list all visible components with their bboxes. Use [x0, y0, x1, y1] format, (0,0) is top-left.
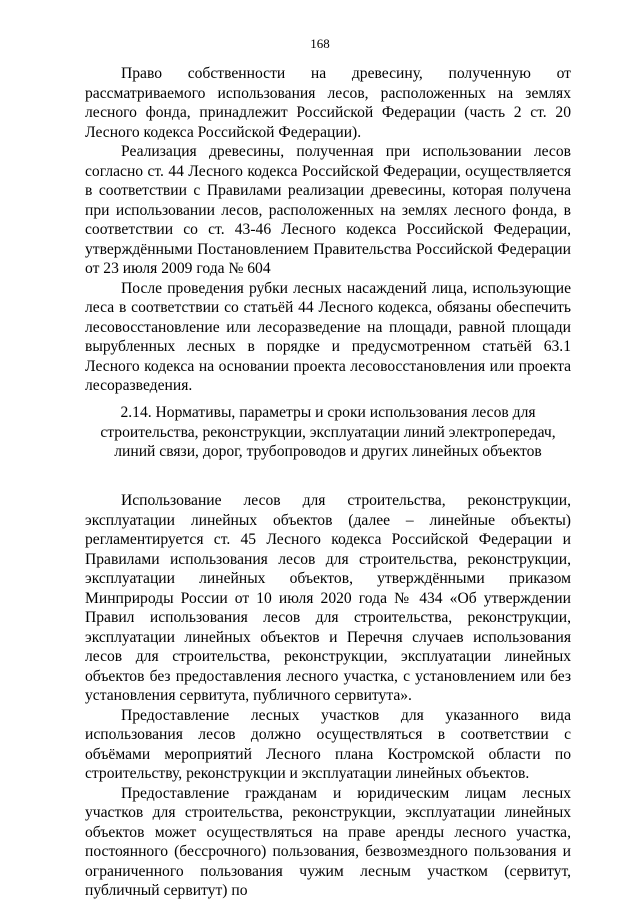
paragraph-linear-objects: Использование лесов для строительства, реконструкции, эксплуатации линейных объектов (далее – линейные объекты) регламентируется ст. 45 Лесного кодекса Российской Федерации и Правилами использования лесов для строительства, реконструкции, эксплуатации линейных объектов, утверждёнными приказом Минприроды России от 10 июля 2020 года № 434 «Об утверждении Правил использования лесов для строительства, реконструкции, эксплуатации линейных объектов и Перечня случаев использования лесов для строительства, реконструкции, эксплуатации линейных объектов без предоставления лесного участка, с установлением или без установления сервитута, публичного сервитута». [85, 492, 571, 704]
paragraph-provision-rights: Предоставление гражданам и юридическим лицам лесных участков для строительства, реконструкции, эксплуатации линейных объектов может осуществляться на праве аренды лесного участка, постоянного (бессрочного) пользования, безвозмездного пользования и ограниченного пользования чужим лесным участком (сервитут, публичный сервитут) по [85, 784, 571, 899]
paragraph-reforestation: После проведения рубки лесных насаждений лица, использующие леса в соответствии со статьёй 44 Лесного кодекса, обязаны обеспечить лесовосстановление или лесоразведение на площади, равной площади вырубленных лесных в порядке и предусмотренном статьёй 63.1 Лесного кодекса на основании проекта лесовосстановления или проекта лесоразведения. [85, 279, 571, 394]
bottom-text-block [85, 491, 571, 901]
page-number: 168 [310, 36, 330, 51]
paragraph-forest-plan: Предоставление лесных участков для указанного вида использования лесов должно осуществляться в соответствии с объёмами мероприятий Лесного плана Костромской области по строительству, реконструкции и эксплуатации линейных объектов. [85, 706, 571, 782]
paragraph-ownership: Право собственности на древесину, полученную от рассматриваемого использования лесов, расположенных на землях лесного фонда, принадлежит Российской Федерации (часть 2 ст. 20 Лесного кодекса Российской Федерации). [85, 65, 571, 141]
top-text-block [85, 64, 571, 396]
section-heading: 2.14. Нормативы, параметры и сроки использования лесов для строительства, реконструкции, эксплуатации линий электропередач, линий связи, дорог, трубопроводов и других линейных объектов [100, 404, 556, 460]
paragraph-wood-sale: Реализация древесины, полученная при использовании лесов согласно ст. 44 Лесного кодекса Российской Федерации, осуществляется в соответствии с Правилами реализации древесины, которая получена при использовании лесов, расположенных на землях лесного фонда, в соответствии со ст. 43-46 Лесного кодекса Российской Федерации, утверждёнными Постановлением Правительства Российской Федерации от 23 июля 2009 года № 604 [85, 143, 571, 277]
